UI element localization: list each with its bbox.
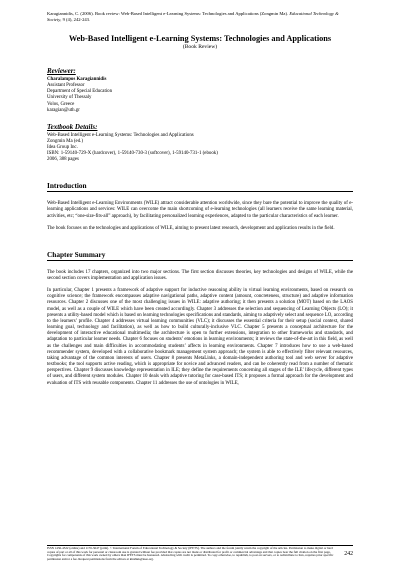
- citation-header: [47, 11, 353, 22]
- chapter-summary-heading: Chapter Summary: [47, 249, 106, 259]
- section-divider: [47, 191, 353, 192]
- issue-pages: , 9 (4), 242-243.: [60, 16, 91, 22]
- introduction-heading: Introduction: [47, 181, 87, 191]
- reviewer-line: Volos, Greece: [47, 101, 75, 107]
- section-divider: [47, 260, 353, 261]
- textbook-line: 2006, 388 pages: [47, 157, 79, 163]
- reviewer-heading: Reviewer:: [47, 67, 76, 76]
- reviewer-line: University of Thessaly: [47, 95, 92, 101]
- textbook-line: Web-Based Intelligent e-Learning Systems: Technologies and Applications: [47, 132, 194, 138]
- reviewer-line: Assistant Professor: [47, 83, 85, 89]
- textbook-line: Zongmin Ma (ed.): [47, 138, 83, 144]
- citation-text: Karagiannidis, C. (2006). Book review: Web-Based Intelligent e-Learning Systems: Technologies and Applications (Zongmin Ma).: [47, 11, 289, 16]
- summary-paragraph: The book includes 17 chapters, organized into two major sections. The first section discusses theories, key technologies and designs of WILE, while the second section covers implementation and application issues.: [47, 269, 353, 281]
- introduction-paragraph: The book focuses on the technologies and applications of WILE, aiming to present latest research, development and application results in the field.: [47, 225, 335, 231]
- reviewer-name: Charalampos Karagiannidis: [47, 77, 107, 83]
- journal-name: Educational Technology & Society: [47, 11, 339, 22]
- textbook-line: ISBN: 1-59140-729-X (hardcover), 1-59140-730-3 (softcover), 1-59140-731-1 (ebook): [47, 151, 218, 157]
- copyright-notice: ISSN 1436-4522 (online) and 1176-3647 (print). © International Forum of Educational Technology & Society (IFETS). The authors and the forum jointly retain the copyright of the articles. Permission to make digital or hard copies of part or all of this work for personal or classroom use is granted without fee provided that copies are not made or distributed for profit or commercial advantage and that copies bear the full citation on the first page. Copyrights for components of this work owned by others than IFETS must be honoured. Abstracting with credit is permitted. To copy otherwise, to republish, to post on servers, or to redistribute to lists, requires prior specific permission and/or a fee. Request permissions from the editors at kinshuk@ieee.org.: [47, 546, 334, 561]
- textbook-heading: Textbook Details:: [47, 122, 98, 131]
- article-subtitle: (Book Review): [182, 44, 218, 51]
- introduction-paragraph: Web-Based Intelligent e-Learning Environments (WILE) attract considerable attention worldwide, since they bare the potential to improve the quality of e-learning applications and services: WILE can overcome the main shortcoming of e-learning technologies (all learners receive the same learning material, activities, etc; “one-size-fits-all” approach), by facilitating personalized learning experiences, adapted to the particular characteristics of each learner.: [47, 201, 353, 219]
- summary-paragraph: In particular, Chapter 1 presents a framework of adaptive support for inductive reasoning ability in virtual learning environments, based on research on cognitive science; the framework encompasses adaptive navigational paths, adaptive content (amount, concreteness, structure) and adaptive information resources. Chapter 2 discusses one of the most challenging issues in WILE: adaptive authoring; it then presents a solution (MOT) based on the LAOS model, as well as a couple of WILE which have been created accordingly. Chapter 3 addresses the selection and sequencing of Learning Objects (LO); it presents a utility-based model which is based on learning technologies specifications and standards, aiming to adaptively select and sequence LO, according to the learners’ profile. Chapter 4 addresses virtual learning communities (VLC); it discusses the essential criteria for their setup (social context, shared learning goal, technology and facilitation), as well as how to build culturally-inclusive VLC. Chapter 5 presents a conceptual architecture for the development of interactive educational multimedia; the architecture is open to further extensions, integration to other frameworks and standards, and adaptation to particular learner needs. Chapter 6 focuses on students’ emotions in learning environments; it reviews the state-of-the-art in this field, as well as the challenges and main difficulties in accommodating students’ affects in learning environments. Chapter 7 introduces how to use a web-based recommender system, developed with a collaborative bookmark management system approach; the system is able to effectively filter relevant resources, taking advantage of the common interests of users. Chapter 8 presents MetaLinks, a domain-independent authoring tool and web server for adaptive textbooks; the tool supports active reading, which is appropriate for novice and advanced readers, and can be coherently read from a number of thematic perspectives. Chapter 9 discusses knowledge representation in ILE; they define the requirements concerning all stages of the ILE’ lifecycle, different types of users, and different system modules. Chapter 10 deals with adaptive tutoring for case-based ITS; it proposes a formal approach for the development and evaluation of ITS with reusable components. Chapter 11 addresses the use of ontologies in WILE,: [47, 288, 353, 386]
- article-title: Web-Based Intelligent e-Learning Systems: Technologies and Applications: [68, 34, 332, 44]
- footer: [47, 545, 353, 561]
- reviewer-email[interactable]: karagian@uth.gr: [47, 107, 80, 113]
- reviewer-line: Department of Special Education: [47, 89, 113, 95]
- textbook-line: Idea Group Inc.: [47, 144, 78, 150]
- page-number: 242: [344, 551, 353, 557]
